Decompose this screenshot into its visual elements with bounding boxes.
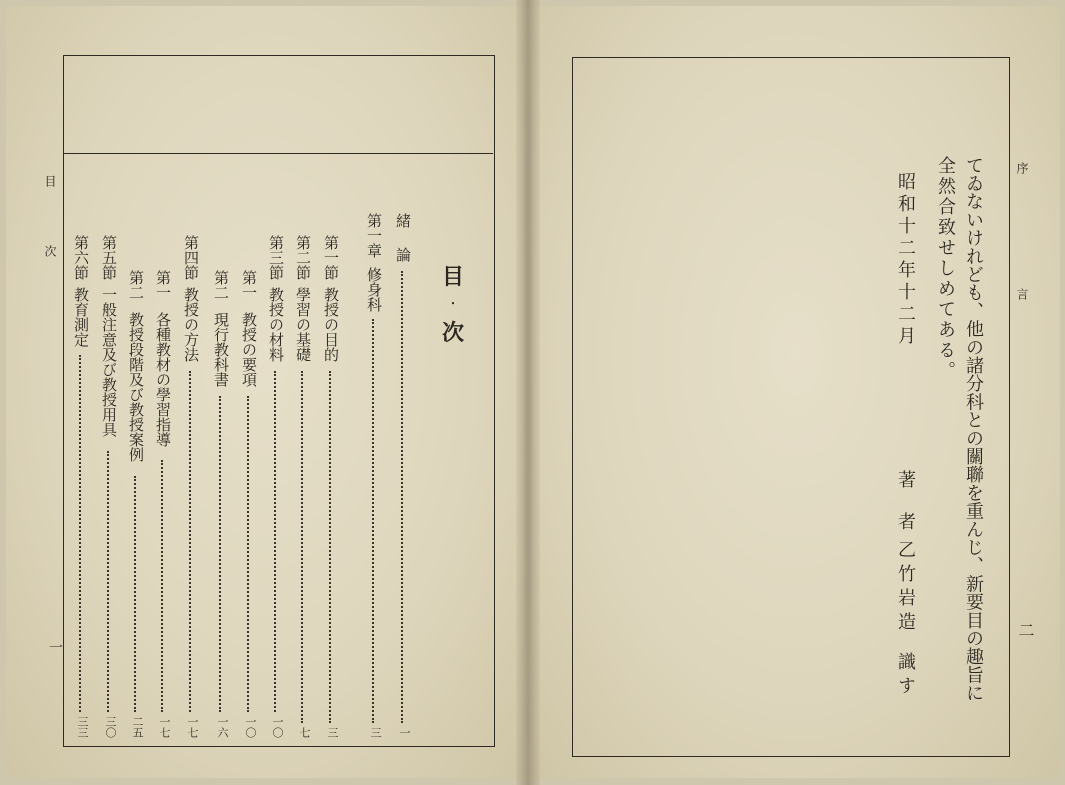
toc-entry-page: 一〇 (271, 716, 284, 738)
toc-leader-dots (219, 396, 221, 712)
preface-signature-label: 著 者 (895, 470, 916, 533)
toc-entry-page: 三三 (76, 716, 89, 738)
toc-entry-page: 一七 (158, 716, 171, 738)
running-head-left: 目 次 (43, 175, 57, 279)
folio-right: 二 (1016, 622, 1035, 638)
toc-entry-title: 緒 論 (394, 213, 412, 264)
toc-leader-dots (329, 371, 331, 723)
toc-entry-number: 第一節 (322, 235, 340, 280)
toc-leader-dots (79, 355, 81, 712)
toc-entry-title: 教授段階及び教授案例 (127, 312, 145, 462)
book-gutter (516, 0, 540, 785)
preface-date: 昭和十二年十二月 (895, 172, 916, 348)
toc-entry-page: 三 (369, 727, 382, 738)
toc-entry-page: 一七 (186, 716, 199, 738)
toc-title-char-1: 目 (441, 264, 464, 290)
toc-entry-title: 教授の材料 (267, 287, 285, 362)
toc-entry-title: 一般注意及び教授用具 (100, 287, 118, 437)
preface-author: 乙竹岩造 (895, 540, 916, 636)
toc-leader-dots (189, 371, 191, 712)
toc-leader-dots (301, 371, 303, 723)
toc-entry-number: 第六節 (72, 235, 90, 280)
preface-signature-suffix: 識す (895, 652, 916, 700)
toc-entry-number: 第二節 (294, 235, 312, 280)
toc-entry-page: 一六 (216, 716, 229, 738)
running-head-right: 序 言 (1015, 162, 1029, 350)
toc-entry-number: 第一 (240, 270, 258, 300)
folio-left: 一 (47, 640, 63, 654)
toc-title-char-2: 次 (441, 320, 464, 346)
toc-leader-dots (134, 476, 136, 712)
toc-entry-page: 二五 (131, 716, 144, 738)
toc-leader-dots (107, 451, 109, 712)
toc-entry-number: 第二 (212, 270, 230, 300)
toc-entry-number: 第五節 (100, 235, 118, 280)
toc-entry-page: 三 (326, 727, 339, 738)
toc-entry-number: 第四節 (182, 235, 200, 280)
toc-entry-title: 教授の方法 (182, 287, 200, 362)
toc-entry-title: 教授の要項 (240, 312, 258, 387)
toc-entry-title: 學習の基礎 (294, 287, 312, 362)
toc-entry-number: 第三節 (267, 235, 285, 280)
toc-entry-page: 一〇 (244, 716, 257, 738)
toc-entry-title: 現行教科書 (212, 312, 230, 387)
toc-entry-title: 教育測定 (72, 287, 90, 347)
toc-leader-dots (274, 371, 276, 712)
toc-leader-dots (247, 396, 249, 712)
toc-header-rule (63, 153, 493, 154)
toc-leader-dots (372, 319, 374, 723)
preface-line-1: てゐないけれども、他の諸分科との關聯を重んじ、新要目の趣旨に (963, 156, 984, 702)
toc-leader-dots (161, 460, 163, 712)
toc-entry-number: 第一章 (365, 213, 383, 258)
toc-title-dot: ・ (448, 299, 458, 310)
toc-entry-page: 三〇 (104, 716, 117, 738)
toc-entry-number: 第一 (154, 270, 172, 300)
preface-line-2: 全然合致せしめてある。 (935, 156, 956, 382)
toc-entry-title: 修身科 (365, 267, 383, 312)
toc-entry-title: 各種教材の學習指導 (154, 312, 172, 447)
toc-entry-page: 七 (298, 727, 311, 738)
toc-entry-number: 第二 (127, 270, 145, 300)
toc-entry-title: 教授の目的 (322, 287, 340, 362)
toc-leader-dots (401, 271, 403, 723)
toc-title (438, 262, 468, 348)
toc-entry-page: 一 (398, 727, 411, 738)
